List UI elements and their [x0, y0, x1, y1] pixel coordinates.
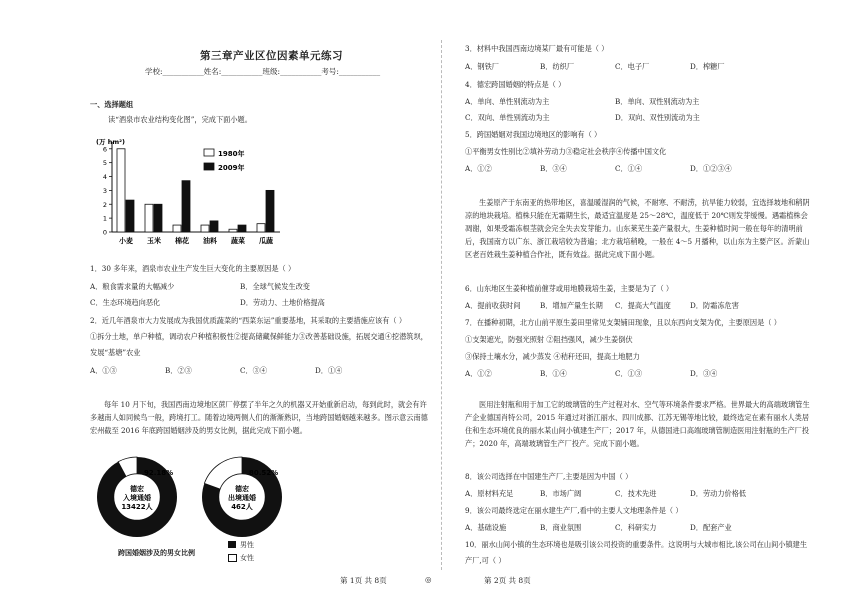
- bar-series1: [145, 204, 153, 232]
- y-tick-label: 4: [102, 173, 107, 182]
- footer-separator: ◎: [425, 575, 432, 584]
- question-1: 1．30 多年来，酒泉市农业生产发生巨大变化的主要原因是（ ）: [90, 264, 296, 273]
- question-2-line3: 发展“基塘”农业: [90, 348, 141, 357]
- legend-swatch: [204, 163, 214, 170]
- bar-series2: [266, 190, 274, 232]
- x-tick-label: 蔬菜: [231, 237, 245, 245]
- q4-option-d[interactable]: D．双向、双性别流动为主: [615, 113, 700, 122]
- bar-series1: [229, 229, 237, 232]
- question-7-line3: ③保持土壤水分，减少蒸发 ④秸秆还田，提高土地肥力: [465, 352, 640, 361]
- pie-outbound-place: 德宏: [235, 485, 249, 493]
- q7-option-b[interactable]: B．①④: [540, 369, 567, 378]
- y-tick-label: 1: [102, 214, 107, 223]
- q4-option-a[interactable]: A．单向、单性别流动为主: [465, 97, 550, 106]
- q5-option-a[interactable]: A．①②: [465, 164, 492, 173]
- q9-option-b[interactable]: B．商业氛围: [540, 523, 582, 532]
- y-tick-label: 2: [102, 200, 107, 209]
- passage-marriage: 每年 10 月下旬，我国西南边境地区蔗厂停摆了半年之久的机器又开始重新启动，每到此时，就会有许多越南人如同候鸟一般，跨境打工。随着边境两侧人们的渐渐熟识，当地跨国婚姻越来越多。图示意云南德宏州截至 2016 年底跨国婚姻涉及的男女比例，据此完成下面小题。: [90, 400, 428, 435]
- q3-option-c[interactable]: C．电子厂: [615, 62, 650, 71]
- y-tick-label: 5: [102, 159, 107, 168]
- question-2: 2．近几年酒泉市大力发展成为我国优质蔬菜的“西菜东运”重要基地，其采取的主要措施应该有（ ）: [90, 316, 407, 325]
- q2-option-b[interactable]: B．②③: [165, 366, 192, 375]
- legend-label: 1980年: [218, 150, 245, 158]
- q2-option-d[interactable]: D．①④: [315, 366, 343, 375]
- bar-series1: [117, 149, 125, 232]
- bar-series2: [238, 225, 246, 232]
- question-10: 10．丽水山间小镇的生态环境也是吸引该公司投资的重要条件。这说明与大城市相比,该公司在山间小镇建生: [465, 540, 808, 549]
- section-heading: 一、选择题组: [90, 100, 134, 109]
- bar-series1: [257, 224, 265, 232]
- intro-text: 读“酒泉市农业结构变化图”，完成下面小题。: [108, 115, 252, 124]
- legend-female-swatch: [228, 554, 237, 562]
- question-3: 3．材料中我国西南边境某厂最有可能是（ ）: [465, 44, 609, 53]
- q9-option-d[interactable]: D．配套产业: [690, 523, 732, 532]
- q6-option-a[interactable]: A．提前收获时间: [465, 301, 521, 310]
- q8-option-a[interactable]: A．原材料充足: [465, 489, 514, 498]
- q1-option-d[interactable]: D．劳动力、土地价格提高: [240, 298, 325, 307]
- q7-option-c[interactable]: C．①③: [615, 369, 643, 378]
- q3-option-a[interactable]: A．钢铁厂: [465, 62, 499, 71]
- marriage-pie-charts: [95, 445, 335, 565]
- q2-option-c[interactable]: C．③④: [240, 366, 268, 375]
- passage-ginger: 生姜原产于东南亚的热带地区，喜温暖湿润的气候，不耐寒、不耐涝，抗旱能力较弱，宜选择坡地和稍阴凉的地块栽培。植株只能在无霜期生长，最适宜温度是 25～28℃，温度低于 20℃则发芽缓慢。遇霜植株会凋谢，如果受霜冻根茎就会完全失去发芽能力。山东莱芜生姜产量很大，生姜种植时间一般在每年的清明前后，我国南方以广东、浙江栽培较为普遍；北方栽培稍晚，一般在 4～5 月播种，以山东为主要产区。沂蒙山区老百姓栽生姜种植合作社，既有效益。据此完成下面小题。: [465, 198, 810, 259]
- x-tick-label: 油料: [203, 237, 217, 245]
- question-5: 5．跨国婚姻对我国边境地区的影响有（ ）: [465, 130, 602, 139]
- x-tick-label: 小麦: [119, 237, 133, 245]
- q6-option-c[interactable]: C．提高大气温度: [615, 301, 671, 310]
- legend-label: 2009年: [218, 164, 245, 172]
- pie-inbound-count: 13422人: [121, 503, 153, 511]
- q6-option-b[interactable]: B．增加产量生长期: [540, 301, 603, 310]
- q5-option-d[interactable]: D．①②③④: [690, 164, 732, 173]
- bar-series2: [210, 221, 218, 232]
- student-info-line: 学校:___________姓名:___________班级:___________考号:___________: [145, 67, 381, 76]
- page-title: 第三章产业区位因素单元练习: [200, 50, 343, 62]
- q2-option-a[interactable]: A．①③: [90, 366, 117, 375]
- q5-option-b[interactable]: B．③④: [540, 164, 567, 173]
- bar-series2: [126, 200, 134, 232]
- q5-option-c[interactable]: C．①④: [615, 164, 643, 173]
- bar-series2: [182, 181, 190, 232]
- q4-option-b[interactable]: B．单向、双性别流动为主: [615, 97, 700, 106]
- q9-option-c[interactable]: C．科研实力: [615, 523, 657, 532]
- q6-option-d[interactable]: D．防霜冻危害: [690, 301, 739, 310]
- bar-series1: [173, 225, 181, 232]
- pie-inbound-place: 德宏: [130, 485, 144, 493]
- legend-swatch: [204, 149, 214, 156]
- q1-option-c[interactable]: C．生态环境趋向恶化: [90, 298, 161, 307]
- pie-outbound-count: 462人: [231, 503, 253, 511]
- page-number-left: 第 1页 共 8页: [340, 576, 387, 585]
- pie-inbound-percent: 92.18%: [144, 469, 174, 477]
- question-7: 7．在播种初期，北方山前平原生姜田里常见支架铺田现象，且以东西向支架为优，主要原因是（ ）: [465, 318, 781, 327]
- y-tick-label: 0: [102, 228, 107, 237]
- question-8: 8．该公司选择在中国建生产厂,主要是因为中国（ ）: [465, 472, 633, 481]
- bar-series1: [201, 225, 209, 232]
- q7-option-a[interactable]: A．①②: [465, 369, 492, 378]
- pie-outbound-label: 出境通婚: [228, 494, 256, 502]
- y-tick-label: 6: [102, 145, 107, 154]
- pie-inbound-label: 入境通婚: [123, 494, 151, 502]
- q8-option-c[interactable]: C．技术先进: [615, 489, 657, 498]
- question-7-line2: ①支架遮光，防强光照射 ②阻挡强风，减少生姜倒伏: [465, 335, 633, 344]
- agriculture-bar-chart: [92, 134, 287, 254]
- x-tick-label: 玉米: [147, 237, 161, 245]
- q3-option-b[interactable]: B．纺织厂: [540, 62, 575, 71]
- passage-glass: 医用注射瓶和用于加工它的玻璃管的生产过程对水、空气等环境条件要求严格。世界最大的高端玻璃管生产企业德国肖特公司，2015 年通过对浙江丽水、四川成都、江苏无锡等地比较，最终选定在素有丽水人类居住和生态环境优良的丽水某山间小镇建生产厂；2017 年，从德国进口高端玻璃管制造医用注射瓶的生产厂投产；2020 年，高端玻璃管生产厂投产。完成下面小题。: [465, 400, 810, 448]
- pie-outbound-percent: 80.52%: [249, 469, 279, 477]
- question-10-line2: 产厂,可（ ）: [465, 556, 506, 565]
- x-tick-label: 棉花: [175, 237, 189, 245]
- page-number-right: 第 2页 共 8页: [484, 576, 531, 585]
- y-tick-label: 3: [102, 186, 107, 195]
- q1-option-b[interactable]: B．全球气候发生改变: [240, 282, 310, 291]
- x-tick-label: 瓜蔬: [259, 237, 273, 245]
- q4-option-c[interactable]: C．双向、单性别流动为主: [465, 113, 550, 122]
- question-4: 4．德宏跨国婚姻的特点是（ ）: [465, 80, 566, 89]
- question-9: 9．该公司最终选定在丽水建生产厂,看中的主要人文地理条件是（ ）: [465, 506, 683, 515]
- question-5-line2: ①平衡男女性别比②填补劳动力③稳定社会秩序④传播中国文化: [465, 147, 667, 156]
- legend-male-swatch: [228, 541, 236, 548]
- legend-female: 女性: [240, 554, 254, 562]
- q8-option-d[interactable]: D．劳动力价格低: [690, 489, 747, 498]
- q8-option-b[interactable]: B．市场广阔: [540, 489, 582, 498]
- pie-caption: 跨国婚姻涉及的男女比例: [118, 549, 195, 557]
- q7-option-d[interactable]: D．③④: [690, 369, 718, 378]
- q3-option-d[interactable]: D．榨糖厂: [690, 62, 725, 71]
- q1-option-a[interactable]: A．粮食需求量的大幅减少: [90, 282, 175, 291]
- question-6: 6．山东地区生姜种植前催芽或用地膜栽培生姜，主要是为了（ ）: [465, 284, 674, 293]
- y-axis-label: (万 hm²): [96, 138, 125, 146]
- column-divider: [441, 40, 442, 570]
- question-2-line2: ①拆分土地，单户种植，调动农户种植积极性②提高储藏保鲜能力③改善基础设施，拓展交通④挖潜筑坝，: [90, 332, 428, 341]
- bar-series2: [154, 204, 162, 232]
- legend-male: 男性: [240, 541, 254, 549]
- q9-option-a[interactable]: A．基础设施: [465, 523, 507, 532]
